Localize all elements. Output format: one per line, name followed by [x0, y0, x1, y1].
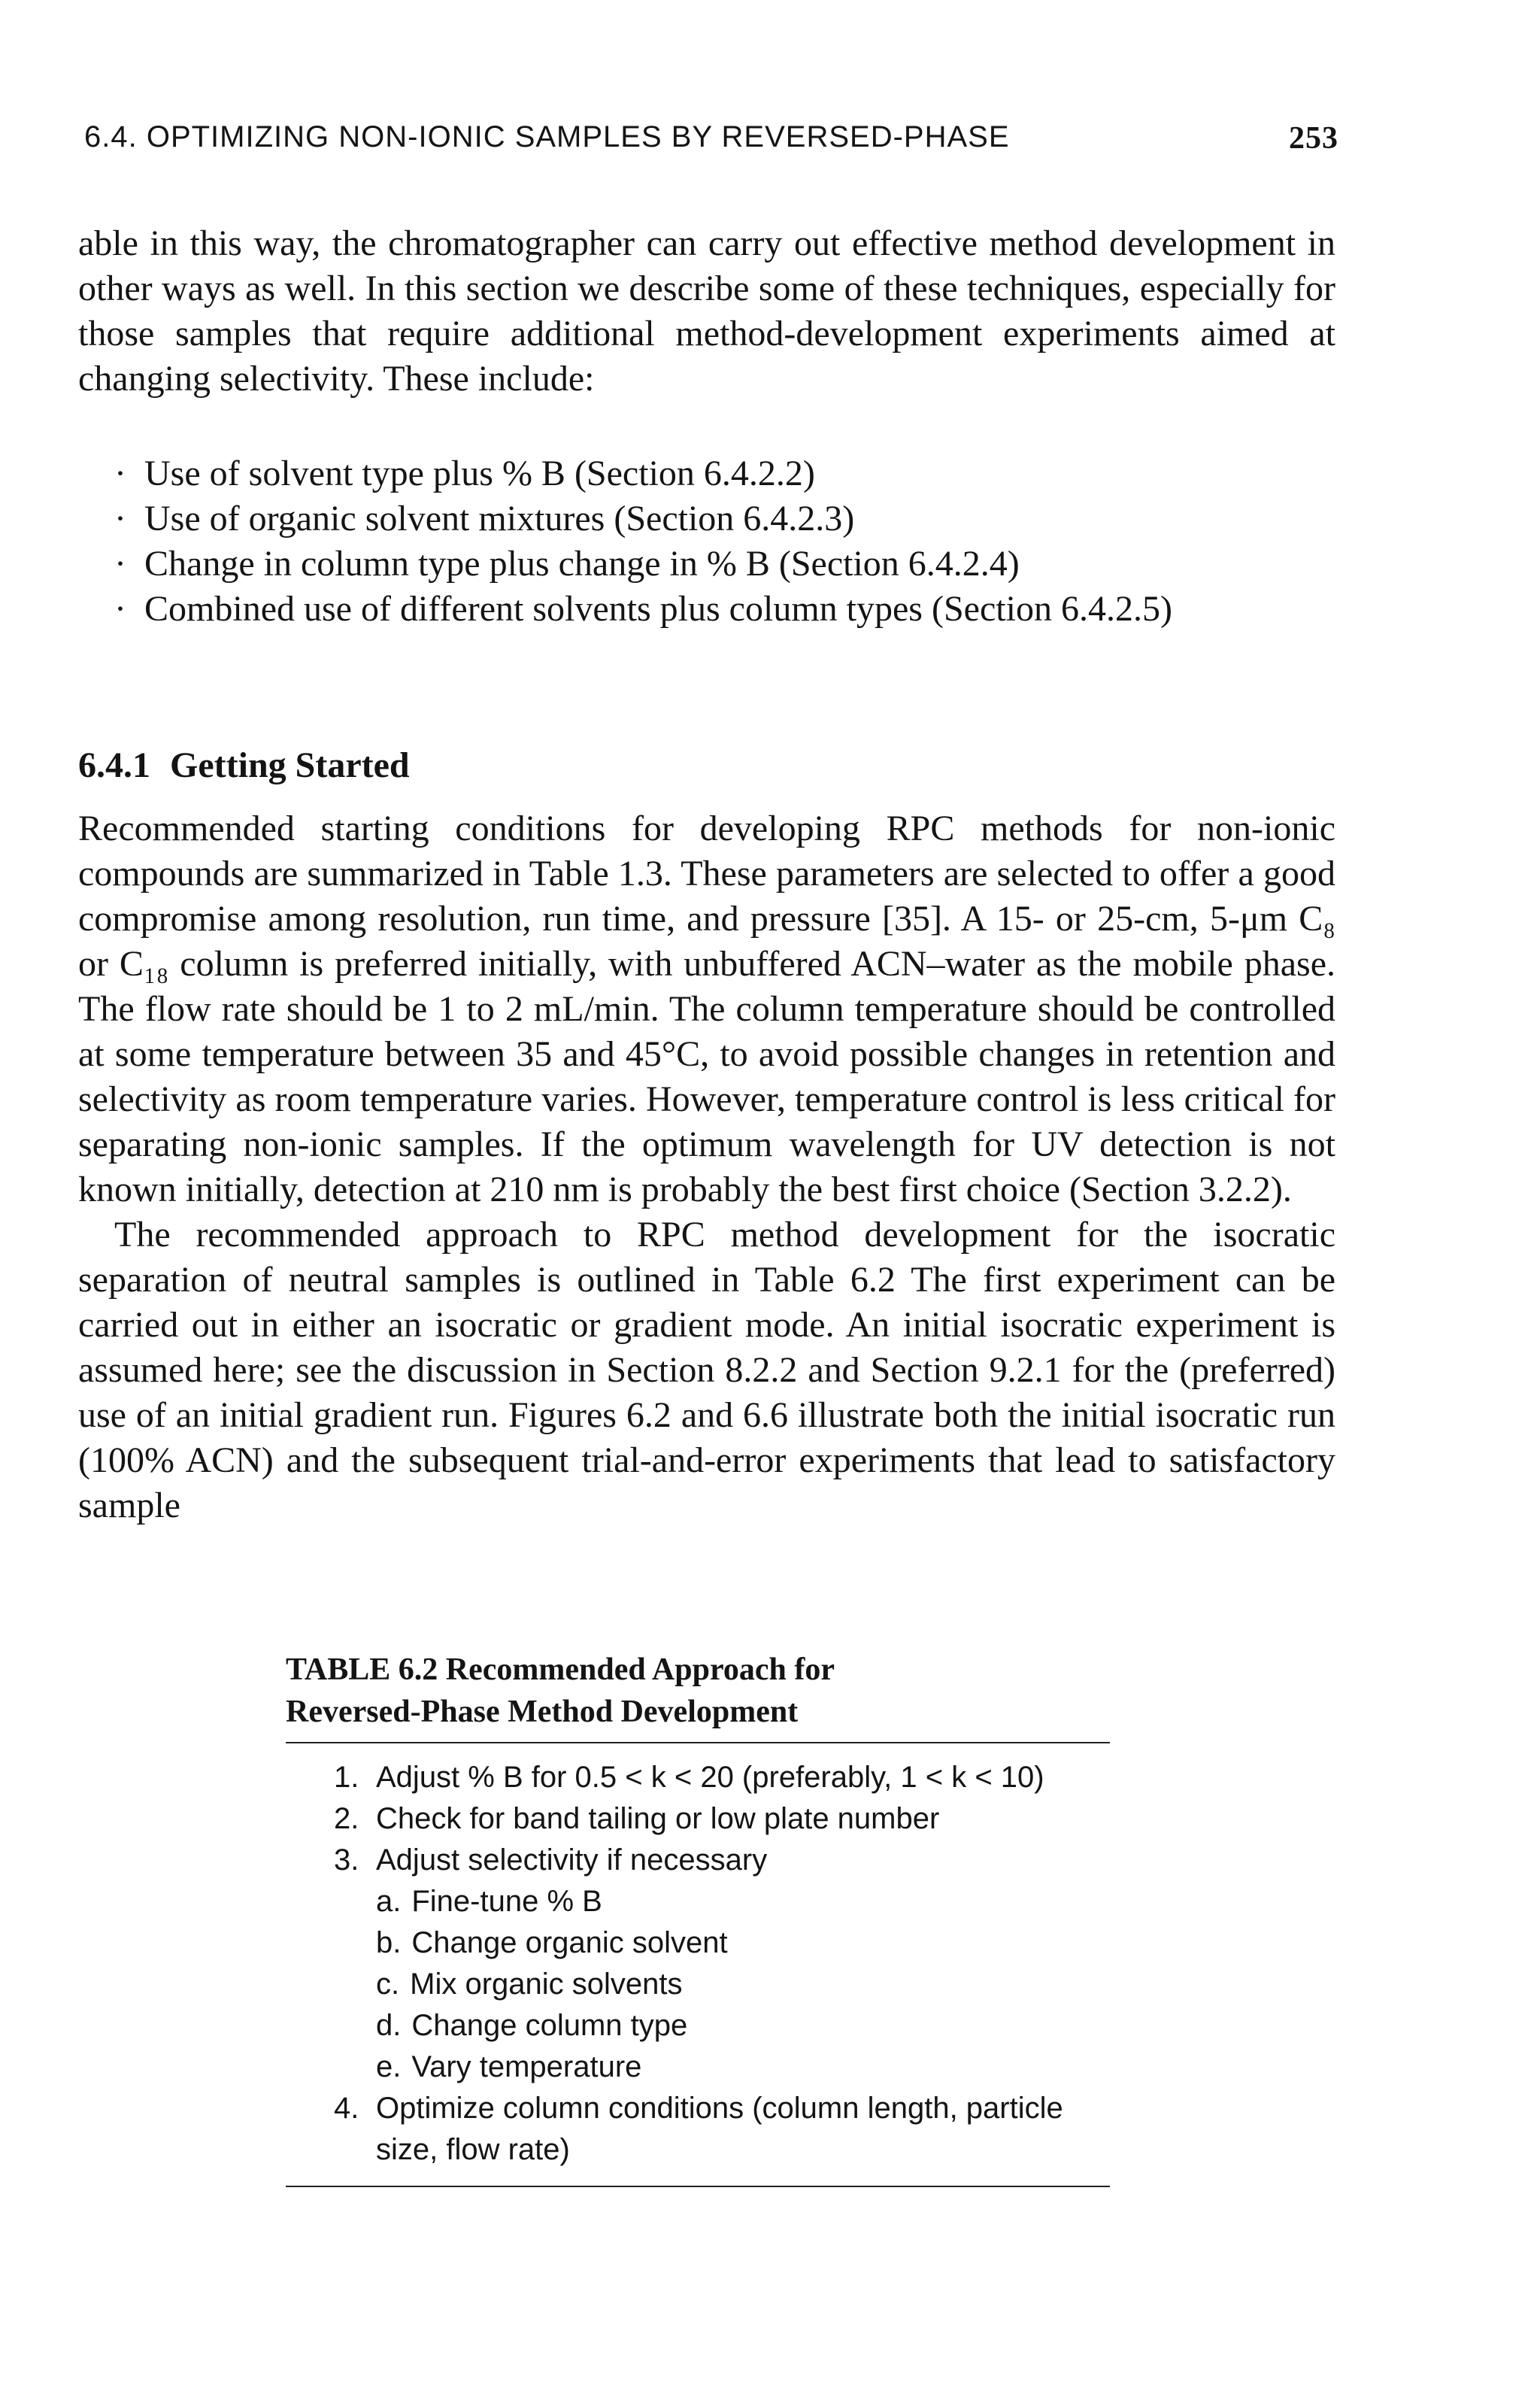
step-marker: 3.	[334, 1843, 359, 1877]
step-marker: 2.	[334, 1802, 359, 1835]
step-marker: 1.	[334, 1761, 359, 1794]
substep-text: Vary temperature	[411, 2050, 642, 2083]
bullet-marker: ·	[114, 589, 126, 629]
bullet-text: Use of solvent type plus % B (Section 6.4.2.2)	[144, 454, 815, 493]
running-header	[84, 120, 1338, 165]
substep-text: Change column type	[411, 2009, 688, 2042]
page	[78, 0, 1338, 2391]
table-substep	[286, 1881, 1110, 1922]
bullet-item	[114, 451, 1332, 496]
table-top-rule	[286, 1742, 1110, 1743]
table-caption-line-1: TABLE 6.2 Recommended Approach for	[286, 1652, 835, 1687]
step-text: Check for band tailing or low plate number	[376, 1802, 940, 1835]
table-substep	[286, 2047, 1110, 2088]
step-text: Optimize column conditions (column length, particle size, flow rate)	[376, 2092, 1063, 2166]
table-step	[286, 1840, 1110, 1881]
bullet-item	[114, 496, 1332, 542]
substep-marker: d.	[376, 2009, 402, 2042]
intro-paragraph: able in this way, the chromatographer can carry out effective method development in other ways as well. In this section we describe some of these techniques, especially for those samples that require additional method-development experiments aimed at changing selectivity. These include:	[78, 223, 1335, 399]
section-number: 6.4.1	[78, 745, 150, 785]
table-step	[286, 2088, 1110, 2171]
section-heading	[78, 745, 410, 786]
bullet-item	[114, 587, 1332, 632]
bullet-text: Use of organic solvent mixtures (Section 6.4.2.3)	[144, 499, 855, 539]
table-bottom-rule	[286, 2186, 1110, 2187]
table-caption	[286, 1649, 1110, 1733]
section-paragraph-2: The recommended approach to RPC method development for the isocratic separation of neutral samples is outlined in Table 6.2 The first experiment can be carried out in either an isocratic or gradient mode. An initial isocratic experiment is assumed here; see the discussion in Section 8.2.2 and Section 9.2.1 for the (preferred) use of an initial gradient run. Figures 6.2 and 6.6 illustrate both the initial isocratic run (100% ACN) and the subsequent trial-and-error experiments that lead to satisfactory sample	[78, 1215, 1335, 1525]
substep-marker: e.	[376, 2050, 402, 2083]
substep-marker: a.	[376, 1885, 402, 1918]
table-6-2	[286, 1649, 1110, 2187]
bullet-list	[114, 451, 1332, 632]
step-text: Adjust % B for 0.5 < k < 20 (preferably, 1 < k < 10)	[376, 1761, 1044, 1794]
substep-marker: c.	[376, 1968, 400, 2001]
bullet-text: Change in column type plus change in % B (Section 6.4.2.4)	[144, 544, 1020, 584]
running-header-title: 6.4. OPTIMIZING NON-IONIC SAMPLES BY REVERSED-PHASE	[84, 120, 1010, 153]
bullet-marker: ·	[114, 454, 126, 493]
table-caption-line-2: Reversed-Phase Method Development	[286, 1695, 799, 1729]
bullet-marker: ·	[114, 544, 126, 584]
bullet-marker: ·	[114, 499, 126, 539]
section-paragraph-1: Recommended starting conditions for developing RPC methods for non-ionic compounds are summarized in Table 1.3. These parameters are selected to offer a good compromise among resolution, run time, and pressure [35]. A 15- or 25-cm, 5-μm C₈ or C₁₈ column is preferred initially, with unbuffered ACN–water as the mobile phase. The flow rate should be 1 to 2 mL/min. The column temperature should be controlled at some temperature between 35 and 45°C, to avoid possible changes in retention and selectivity as room temperature varies. However, temperature control is less critical for separating non-ionic samples. If the optimum wavelength for UV detection is not known initially, detection at 210 nm is probably the best first choice (Section 3.2.2).	[78, 809, 1335, 1209]
step-text: Adjust selectivity if necessary	[376, 1843, 768, 1877]
substep-text: Fine-tune % B	[411, 1885, 602, 1918]
step-marker: 4.	[334, 2092, 359, 2125]
table-substep	[286, 2005, 1110, 2047]
bullet-text: Combined use of different solvents plus column types (Section 6.4.2.5)	[144, 589, 1172, 629]
substep-text: Mix organic solvents	[410, 1968, 683, 2001]
section-title: Getting Started	[170, 745, 410, 785]
substep-text: Change organic solvent	[411, 1926, 728, 1959]
bullet-item	[114, 542, 1332, 587]
table-substep	[286, 1922, 1110, 1964]
table-step	[286, 1757, 1110, 1798]
page-number: 253	[1289, 121, 1338, 156]
section-body	[78, 806, 1335, 1528]
table-steps	[286, 1757, 1110, 2171]
table-substep	[286, 1964, 1110, 2005]
substep-marker: b.	[376, 1926, 402, 1959]
table-step	[286, 1798, 1110, 1840]
